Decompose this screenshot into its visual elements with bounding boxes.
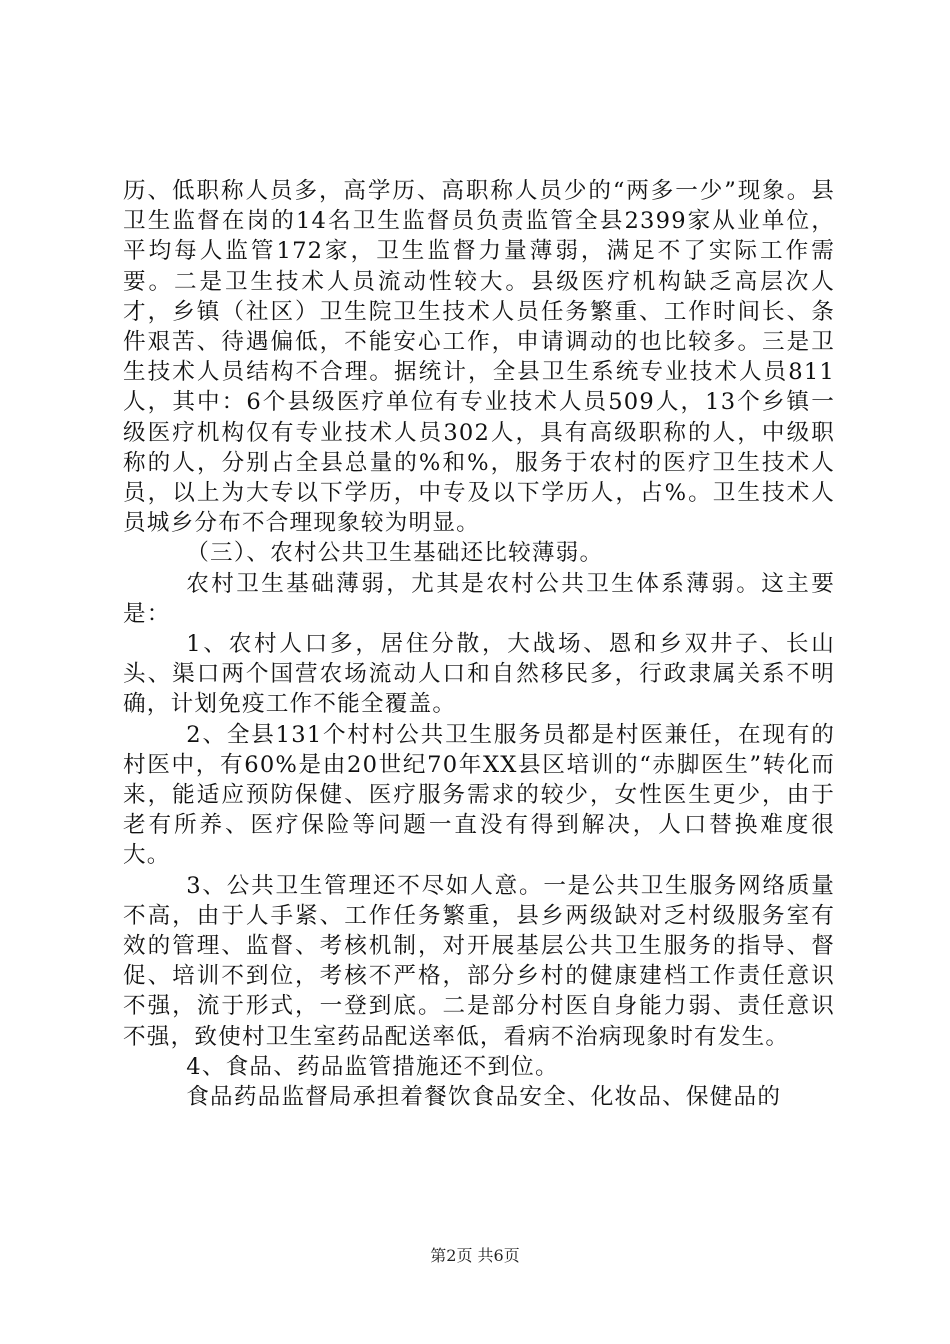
paragraph-rural-intro: 农村卫生基础薄弱，尤其是农村公共卫生体系薄弱。这主要是： (123, 570, 835, 627)
page-footer: 第2页 共6页 (430, 1246, 520, 1265)
paragraph-staffing-issues: 历、低职称人员多，高学历、高职称人员少的“两多一少”现象。县卫生监督在岗的14名卫生监督员负责监管全县2399家从业单位，平均每人监管172家，卫生监督力量薄弱，满足不了实际工作需要。二是卫生技术人员流动性较大。县级医疗机构缺乏高层次人才，乡镇（社区）卫生院卫生技术人员任务繁重、工作时间长、条件艰苦、待遇偏低，不能安心工作，申请调动的也比较多。三是卫生技术人员结构不合理。据统计，全县卫生系统专业技术人员811人，其中：6个县级医疗单位有专业技术人员509人，13个乡镇一级医疗机构仅有专业技术人员302人，具有高级职称的人，中级职称的人，分别占全县总量的%和%，服务于农村的医疗卫生技术人员，以上为大专以下学历，中专及以下学历人，占%。卫生技术人员城乡分布不合理现象较为明显。 (123, 178, 835, 537)
paragraph-item-3: 3、公共卫生管理还不尽如人意。一是公共卫生服务网络质量不高，由于人手紧、工作任务繁重，县乡两级缺对乏村级服务室有效的管理、监督、考核机制，对开展基层公共卫生服务的指导、督促、培训不到位，考核不严格，部分乡村的健康建档工作责任意识不强，流于形式，一登到底。二是部分村医自身能力弱、责任意识不强，致使村卫生室药品配送率低，看病不治病现象时有发生。 (123, 872, 835, 1050)
paragraph-food-drug: 食品药品监督局承担着餐饮食品安全、化妆品、保健品的 (186, 1084, 782, 1111)
paragraph-item-4: 4、食品、药品监管措施还不到位。 (186, 1053, 559, 1080)
paragraph-item-2: 2、全县131个村村公共卫生服务员都是村医兼任，在现有的村医中，有60%是由20世纪70年XX县区培训的“赤脚医生”转化而来，能适应预防保健、医疗服务需求的较少，女性医生更少，由于老有所养、医疗保险等问题一直没有得到解决，人口替换难度很大。 (123, 721, 835, 869)
paragraph-item-1: 1、农村人口多，居住分散，大战场、恩和乡双井子、长山头、渠口两个国营农场流动人口和自然移民多，行政隶属关系不明确，计划免疫工作不能全覆盖。 (123, 631, 835, 718)
document-body (123, 176, 835, 1112)
section-heading-3: （三）、农村公共卫生基础还比较薄弱。 (186, 540, 604, 567)
